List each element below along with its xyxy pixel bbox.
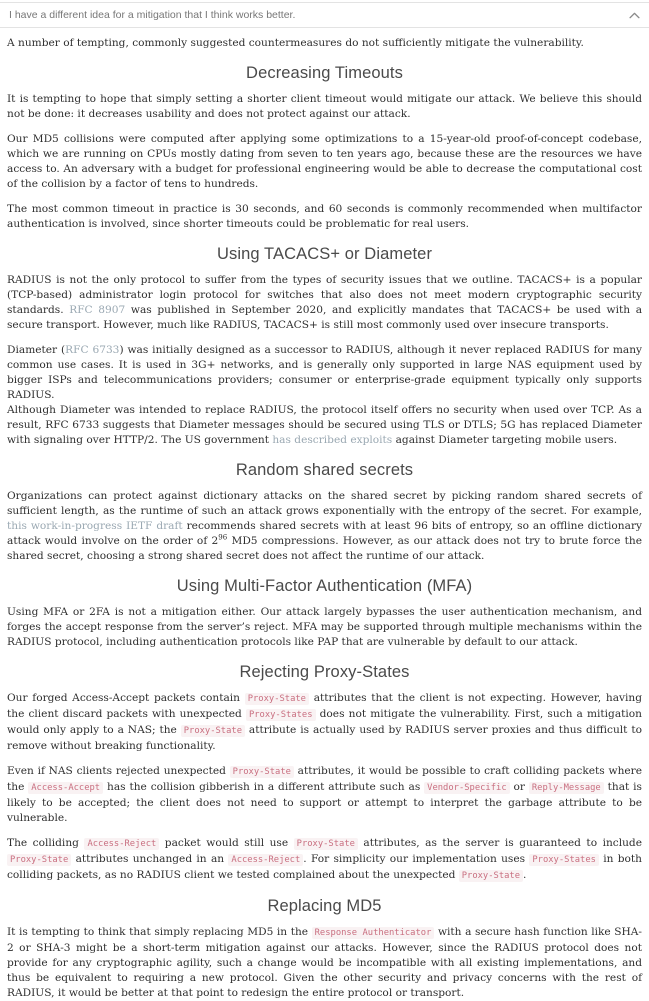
inline-link[interactable]: has described exploits xyxy=(272,434,393,446)
accordion-question-text: I have a different idea for a mitigation that I think works better. xyxy=(9,9,296,21)
inline-code: Proxy-State xyxy=(459,870,523,882)
paragraph: Organizations can protect against dictionary attacks on the shared secret by picking random shared secrets of sufficient length, as the runtime of such an attack grows exponentially with the entropy of the secret. For example, this work-in-progress IETF draft recommends shared secrets with at least 96 bits of entropy, so an offline dictionary attack would involve on the order of $2^{96}$ MD5 compressions. However, as our attack does not try to brute force the shared secret, choosing a strong shared secret does not affect the runtime of our attack. xyxy=(7,490,642,562)
paragraph: The most common timeout in practice is 30 seconds, and 60 seconds is commonly recommended when multifactor authentication is involved, since shorter timeouts could be problematic for real users. xyxy=(7,203,642,230)
inline-code: Access-Accept xyxy=(28,782,103,794)
intro-paragraph: A number of tempting, commonly suggested countermeasures do not sufficiently mitigate the vulnerability. xyxy=(7,37,584,49)
paragraph: Using MFA or 2FA is not a mitigation either. Our attack largely bypasses the user authentication mechanism, and forges the accept response from the server’s reject. MFA may be supported through multiple mechanisms within the RADIUS protocol, including authentication protocols like PAP that are vulnerable by default to our attack. xyxy=(7,606,642,648)
inline-link[interactable]: RFC 8907 xyxy=(69,304,126,316)
paragraph: It is tempting to hope that simply setting a shorter client timeout would mitigate our attack. We believe this should not be done: it decreases usability and does not protect against our attack. xyxy=(7,93,642,120)
paragraph: Diameter (RFC 6733) was initially designed as a successor to RADIUS, although it never replaced RADIUS for many common use cases. It is used in 3G+ networks, and is generally only supported in large NAS equipment used by bigger ISPs and telecommunications providers; consumer or enterprise-grade equipment typically only supports RADIUS. Although Diameter was intended to replace RADIUS, the protocol itself offers no security when used over TCP. As a result, RFC 6733 suggests that Diameter messages should be secured using TLS or DTLS; 5G has replaced Diameter with signaling over HTTP/2. The US government has described exploits against Diameter targeting mobile users. xyxy=(7,344,643,446)
section-decreasing-timeouts xyxy=(7,64,642,232)
section-random-shared-secrets xyxy=(7,461,642,564)
superscript: 96 xyxy=(218,533,228,542)
section-rejecting-proxy-states xyxy=(7,663,642,884)
section-title: Rejecting Proxy-States xyxy=(239,663,410,681)
section-tacacs-diameter xyxy=(7,245,642,448)
paragraph: The colliding Access-Reject packet would still use Proxy-State attributes, as the server is guaranteed to include Proxy-State attributes unchanged in an Access-Reject . For simplicity our implementation uses Proxy-States in both colliding packets, as no RADIUS client we tested complained about the unexpected Proxy-State . xyxy=(7,837,643,881)
accordion-header-mitigation-idea[interactable] xyxy=(0,2,649,28)
section-mfa xyxy=(7,577,642,650)
section-replacing-md5 xyxy=(7,897,642,1001)
inline-code: Proxy-State xyxy=(245,693,309,705)
section-title: Decreasing Timeouts xyxy=(246,64,403,82)
inline-code: Proxy-State xyxy=(294,838,358,850)
inline-code: Response Authenticator xyxy=(312,927,435,939)
inline-code: Proxy-States xyxy=(529,854,599,866)
article-content xyxy=(0,36,649,1001)
inline-code: Proxy-State xyxy=(230,766,294,778)
inline-code: Access-Reject xyxy=(84,838,159,850)
inline-code: Reply-Message xyxy=(529,782,604,794)
section-title: Replacing MD5 xyxy=(267,897,382,915)
section-title: Random shared secrets xyxy=(235,461,414,479)
paragraph: Our MD5 collisions were computed after applying some optimizations to a 15-year-old proof-of-concept codebase, which we are running on CPUs mostly dating from seven to ten years ago, because these are the resources we have access to. An adversary with a budget for professional engineering would be able to decrease the computational cost of the collision by a factor of tens to hundreds. xyxy=(7,133,642,190)
inline-link[interactable]: RFC 6733 xyxy=(65,344,120,356)
inline-code: Proxy-States xyxy=(246,709,316,721)
paragraph: RADIUS is not the only protocol to suffer from the types of security issues that we outline. TACACS+ is a popular (TCP-based) administrator login protocol for switches that also does not meet modern cryptographic security standards. RFC 8907 was published in September 2020, and explicitly mandates that TACACS+ be used with a secure transport. However, much like RADIUS, TACACS+ is still most commonly used over insecure transports. xyxy=(7,274,643,331)
chevron-up-icon xyxy=(629,12,640,19)
inline-link[interactable]: this work-in-progress IETF draft xyxy=(7,520,183,532)
inline-code: Proxy-State xyxy=(7,854,71,866)
section-title: Using TACACS+ or Diameter xyxy=(216,245,433,263)
paragraph: It is tempting to think that simply replacing MD5 in the Response Authenticator with a secure hash function like SHA-2 or SHA-3 might be a short-term mitigation against our attacks. However, since the RADIUS protocol does not provide for any cryptographic agility, such a change would be incompatible with all existing implementations, and thus be equivalent to requiring a new protocol. Given the other security and privacy concerns with the rest of RADIUS, it would be better at that point to redesign the entire protocol or transport. xyxy=(7,926,642,999)
inline-code: Access-Reject xyxy=(228,854,303,866)
section-title: Using Multi-Factor Authentication (MFA) xyxy=(176,577,473,595)
inline-code: Vendor-Specific xyxy=(424,782,509,794)
paragraph: Our forged Access-Accept packets contain Proxy-State attributes that the client is not expecting. However, having the client discard packets with unexpected Proxy-States does not mitigate the vulnerability. First, such a mitigation would only apply to a NAS; the Proxy-State attribute is actually used by RADIUS server proxies and thus difficult to remove without breaking functionality. xyxy=(7,692,643,752)
paragraph: Even if NAS clients rejected unexpected Proxy-State attributes, it would be possible to craft colliding packets where the Access-Accept has the collision gibberish in a different attribute such as Vendor-Specific or Reply-Message that is likely to be accepted; the client does not need to support or attempt to interpret the garbage attribute to be vulnerable. xyxy=(7,765,642,824)
inline-code: Proxy-State xyxy=(181,725,245,737)
